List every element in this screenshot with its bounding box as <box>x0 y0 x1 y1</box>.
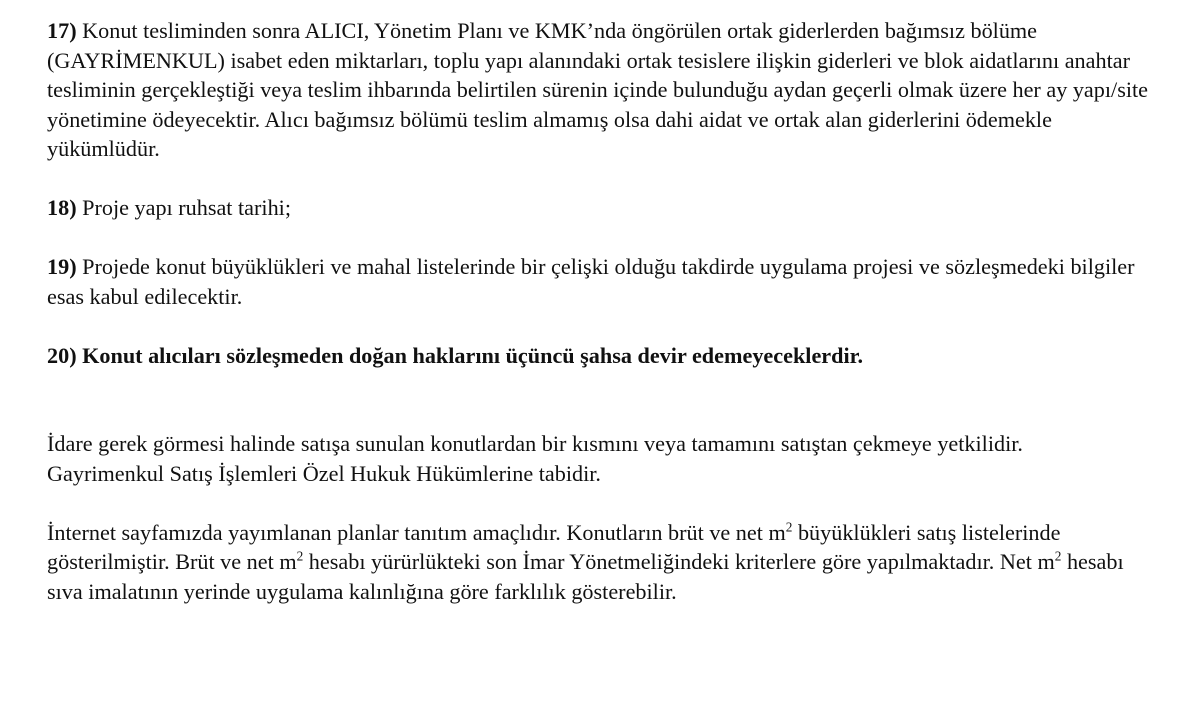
note-plans-part4: hesabı sıva imalatının yerinde uygulama kalınlığına göre farklılık gösterebilir. <box>47 549 1124 604</box>
spacer <box>47 223 1157 253</box>
clause-19-text: Projede konut büyüklükleri ve mahal listelerinde bir çelişki olduğu takdirde uygulama projesi ve sözleşmedeki bilgiler esas kabul edilecektir. <box>47 254 1135 309</box>
clause-19 <box>47 252 1157 311</box>
note-plans-part2: büyüklükleri satış listelerinde gösterilmiştir. Brüt ve net m <box>47 519 1061 574</box>
clause-20-number: 20) <box>47 342 77 368</box>
spacer <box>47 311 1157 341</box>
clause-17-number: 17) <box>47 18 77 43</box>
note-plans-part1: İnternet sayfamızda yayımlanan planlar tanıtım amaçlıdır. Konutların brüt ve net m <box>47 519 786 545</box>
clause-17-text: Konut tesliminden sonra ALICI, Yönetim Planı ve KMK’nda öngörülen ortak giderlerden bağımsız bölüme (GAYRİMENKUL) isabet eden miktarları, toplu yapı alanındaki ortak tesislere ilişkin giderleri ve blok aidatlarını anahtar tesliminin gerçekleştiği veya teslim ihbarında belirtilen sürenin içinde bulunduğu aydan geçerli olmak üzere her ay yapı/site yönetimine ödeyecektir. Alıcı bağımsız bölümü teslim almamış olsa dahi aidat ve ortak alan giderlerini ödemekle yükümlüdür. <box>47 18 1149 161</box>
square-superscript: 2 <box>785 518 793 534</box>
clause-18-number: 18) <box>47 195 77 220</box>
square-superscript: 2 <box>296 548 304 564</box>
clause-20-text: Konut alıcıları sözleşmeden doğan haklarını üçüncü şahsa devir edemeyeceklerdir. <box>82 342 864 368</box>
clause-17 <box>47 16 1157 164</box>
clause-19-number: 19) <box>47 254 77 279</box>
clause-20 <box>47 341 1157 371</box>
spacer <box>47 164 1157 194</box>
note-withdraw: İdare gerek görmesi halinde satışa sunulan konutlardan bir kısmını veya tamamını satıştan çekmeye yetkilidir. <box>47 431 1023 456</box>
note-plans-part3: hesabı yürürlükteki son İmar Yönetmeliğindeki kriterlere göre yapılmaktadır. Net m <box>303 549 1055 574</box>
spacer <box>47 488 1157 518</box>
document-body <box>47 16 1157 606</box>
note-plans <box>47 518 1157 607</box>
square-superscript: 2 <box>1054 548 1062 564</box>
spacer <box>47 370 1157 429</box>
clause-18 <box>47 193 1157 223</box>
clause-18-text: Proje yapı ruhsat tarihi; <box>82 195 292 220</box>
note-law: Gayrimenkul Satış İşlemleri Özel Hukuk Hükümlerine tabidir. <box>47 460 601 486</box>
